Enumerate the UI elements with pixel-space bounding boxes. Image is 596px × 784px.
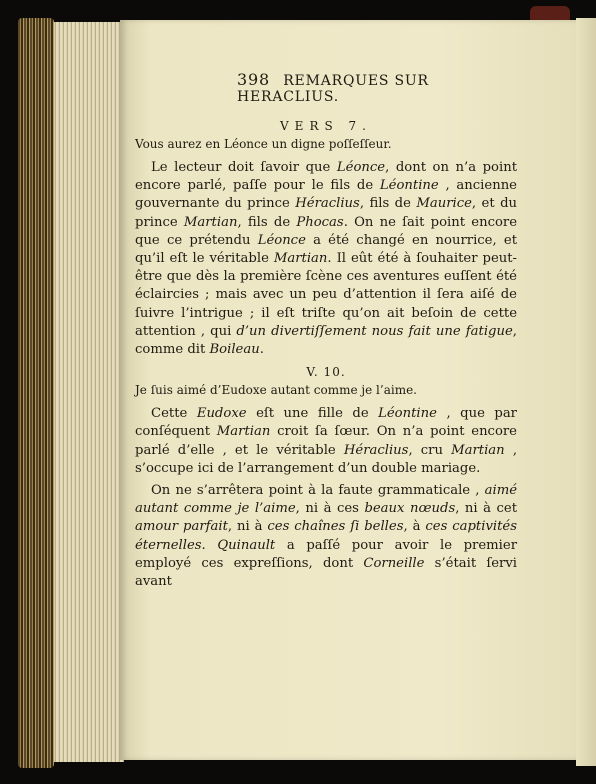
italic-term: beaux nœuds <box>364 501 456 517</box>
italic-term: ces captivités éternelles <box>135 519 517 553</box>
text-run: eſt une fille de <box>246 406 379 422</box>
verse-quote: Je ſuis aimé d’Eudoxe autant comme je l’aime. <box>135 383 417 398</box>
text-run: . <box>201 537 218 553</box>
text-run: croit ſa ſœur. On n’a point encore parlé d’elle , et le véritable <box>135 424 517 458</box>
text-run: Cette <box>151 406 197 422</box>
text-run: Le lecteur doit ſavoir que <box>151 160 337 175</box>
italic-term: Eudoxe <box>196 406 247 422</box>
italic-term: Boileau <box>209 342 260 358</box>
italic-term: amour parfait <box>135 519 228 535</box>
italic-term: aimé autant comme je l’aime <box>135 483 517 517</box>
page-number: 398 <box>237 70 270 89</box>
italic-term: Maurice <box>416 196 472 212</box>
italic-term: Phocas <box>296 214 344 230</box>
paragraph <box>135 159 517 359</box>
italic-term: Léonce <box>257 232 306 248</box>
text-run: , fils de <box>237 214 297 230</box>
italic-term: Martian <box>216 424 271 440</box>
running-header <box>237 70 517 105</box>
text-run: , à <box>403 519 426 535</box>
text-run: a été changé en nourrice, et qu’il eſt le véritable <box>135 232 517 267</box>
text-run: , cru <box>408 442 452 458</box>
verse-quote: Vous aurez en Léonce un digne poſſeſſeur. <box>135 137 392 151</box>
text-run: a paſſé pour avoir le premier employé ces expreſſions, dont <box>135 537 517 571</box>
section-heading: V. 10. <box>306 365 346 380</box>
text-run: . On ne ſait point encore que ce prétendu <box>135 214 518 248</box>
italic-term: ces chaînes ſi belles <box>267 519 404 535</box>
italic-term: Martian <box>273 251 328 267</box>
page-text <box>135 70 517 595</box>
italic-term: Corneille <box>363 555 425 571</box>
text-run: , s’occupe ici de l’arrangement d’un double mariage. <box>135 442 518 476</box>
italic-term: Héraclius <box>343 442 409 458</box>
text-run: , ni à ces <box>295 501 365 517</box>
italic-term: Léontine <box>378 406 437 422</box>
italic-term: d’un divertiſſement nous fait une fatigue <box>236 323 513 339</box>
text-run: , ni à <box>227 519 268 535</box>
text-run: On ne s’arrêtera point à la faute grammaticale , <box>151 483 485 499</box>
paragraph <box>135 482 517 591</box>
text-run: , que par conſéquent <box>135 406 517 440</box>
page-edges <box>54 22 124 762</box>
text-run: , et du prince <box>135 196 518 230</box>
text-run: , dont on n’a point encore parlé, paſſe pour le fils de <box>135 160 517 194</box>
italic-term: Quinault <box>217 537 276 553</box>
italic-term: Léonce <box>336 160 386 175</box>
text-run: , fils de <box>359 196 417 212</box>
italic-term: Martian <box>183 214 238 230</box>
book-spine <box>18 18 54 768</box>
facing-page-edge <box>576 18 596 766</box>
text-run: , comme dit <box>135 323 517 358</box>
text-run: , ancienne gouvernante du prince <box>135 178 517 212</box>
text-run: , ni à cet <box>455 501 518 517</box>
text-run: s’était ſervi avant <box>135 555 517 590</box>
running-title: REMARQUES SUR HERACLIUS. <box>237 73 429 105</box>
text-run: . Il eût été à ſouhaiter peut-être que dès la première ſcène ces aventures euſſent été éclaircies ; mais avec un peu d’attention il ſera aiſé de ſuivre l’intrigue ; il eſt triſte qu’on ait beſoin de cette attention , qui <box>135 251 517 339</box>
paragraph <box>135 405 517 478</box>
italic-term: Héraclius <box>295 196 360 212</box>
italic-term: Léontine <box>379 178 439 194</box>
text-run: . <box>259 342 264 358</box>
section-heading: VERS 7. <box>280 119 372 133</box>
italic-term: Martian <box>451 442 505 458</box>
